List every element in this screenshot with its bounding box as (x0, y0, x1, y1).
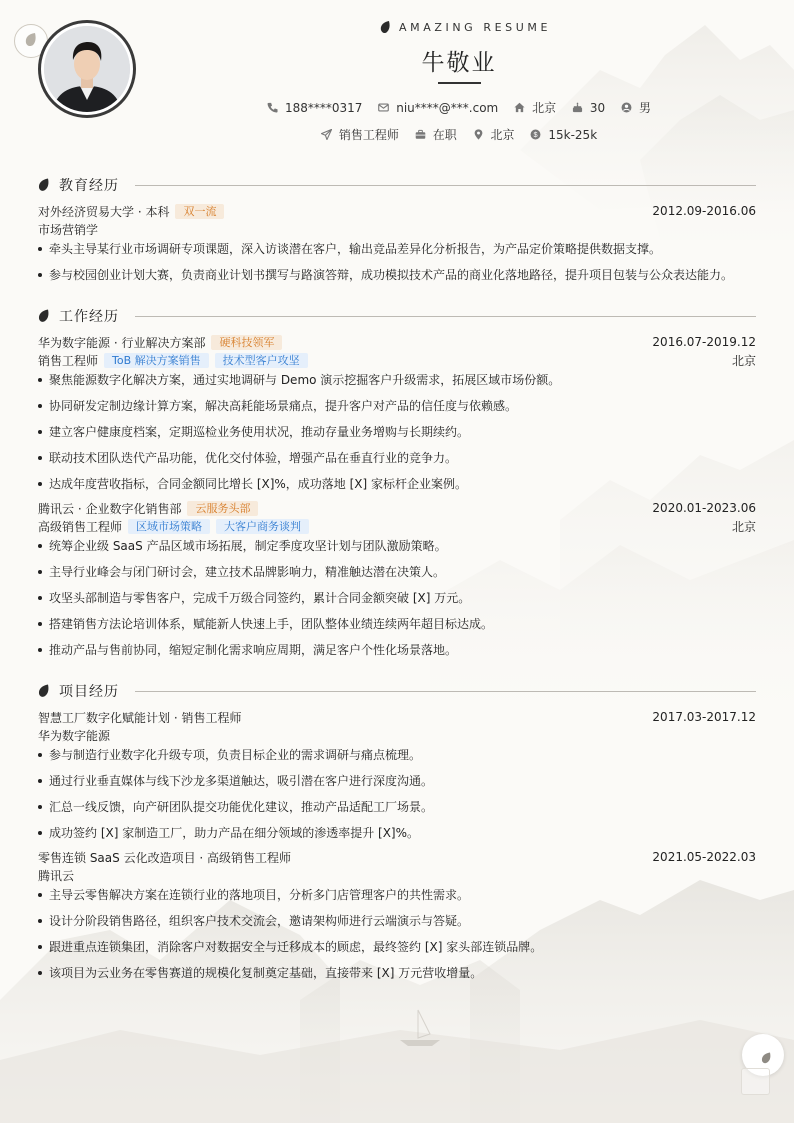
leaf-icon (38, 178, 50, 192)
briefcase-icon (415, 129, 426, 140)
salary-item (530, 128, 597, 142)
leaf-icon (380, 21, 391, 34)
section-header-work (38, 306, 756, 326)
cake-icon (572, 102, 583, 113)
target-job-text: 销售工程师 (338, 128, 399, 142)
location-pin-icon (473, 129, 484, 140)
section-header-project (38, 681, 756, 701)
list-item: 参与制造行业数字化升级专项，负责目标企业的需求调研与痛点梳理。 (38, 747, 756, 763)
list-item: 设计分阶段销售路径，组织客户技术交流会，邀请架构师进行云端演示与答疑。 (38, 913, 756, 929)
send-icon (321, 129, 332, 140)
project-title: 智慧工厂数字化赋能计划 · 销售工程师 (38, 710, 242, 725)
role-tag: 区域市场策略 (128, 519, 210, 534)
school-tag: 双一流 (175, 204, 224, 219)
work-company-line (38, 334, 756, 350)
list-item: 统筹企业级 SaaS 产品区域市场拓展，制定季度攻坚计划与团队激励策略。 (38, 538, 756, 554)
target-city-item (473, 126, 515, 143)
project-title: 零售连锁 SaaS 云化改造项目 · 高级销售工程师 (38, 850, 292, 865)
leaf-icon (761, 1052, 772, 1064)
project-org-line (38, 867, 756, 883)
project-title-line (38, 709, 756, 725)
education-major-line (38, 221, 756, 237)
leaf-icon (38, 684, 50, 698)
svg-text:$: $ (533, 130, 538, 140)
section-title: 项目经历 (59, 684, 119, 700)
name-underline (438, 82, 481, 84)
list-item: 搭建销售方法论培训体系，赋能新人快速上手，团队整体业绩连续两年超目标达成。 (38, 616, 756, 632)
age-text: 30 (589, 100, 606, 115)
major-name: 市场营销学 (38, 222, 99, 237)
project-org: 腾讯云 (38, 868, 75, 883)
list-item: 联动技术团队迭代产品功能，优化交付体验，增强产品在垂直行业的竞争力。 (38, 450, 756, 466)
money-icon (530, 129, 541, 140)
section-title: 工作经历 (59, 309, 119, 325)
list-item: 建立客户健康度档案，定期巡检业务使用状况，推动存量业务增购与长期续约。 (38, 424, 756, 440)
education-school-line (38, 203, 756, 219)
user-circle-icon (621, 102, 632, 113)
role-tag: 技术型客户攻坚 (215, 353, 308, 368)
gender-item (621, 99, 651, 116)
list-item: 达成年度营收指标，合同金额同比增长 [X]%，成功落地 [X] 家标杆企业案例。 (38, 476, 756, 492)
role-tag: ToB 解决方案销售 (104, 353, 209, 368)
work-dates: 2020.01-2023.06 (652, 501, 756, 515)
list-item: 参与校园创业计划大赛，负责商业计划书撰写与路演答辩，成功模拟技术产品的商业化落地路径，提升项目包装与公众表达能力。 (38, 267, 756, 283)
work-role-line (38, 518, 756, 534)
role-tag: 大客户商务谈判 (216, 519, 309, 534)
list-item: 主导云零售解决方案在连锁行业的落地项目，分析多门店管理客户的共性需求。 (38, 887, 756, 903)
company-tag: 云服务头部 (187, 501, 258, 516)
leaf-icon (38, 309, 50, 323)
section-title: 教育经历 (59, 178, 119, 194)
phone-text: 188****0317 (284, 100, 363, 115)
gender-text: 男 (639, 101, 652, 115)
list-item: 牵头主导某行业市场调研专项课题，深入访谈潜在客户，输出竞品差异化分析报告，为产品定价策略提供数据支撑。 (38, 241, 756, 257)
list-item: 通过行业垂直媒体与线下沙龙多渠道触达，吸引潜在客户进行深度沟通。 (38, 773, 756, 789)
school-name: 对外经济贸易大学 · 本科 (38, 204, 170, 219)
status-text: 在职 (432, 128, 457, 142)
work-city: 北京 (731, 353, 756, 368)
role-name: 高级销售工程师 (38, 519, 123, 534)
list-item: 聚焦能源数字化解决方案，通过实地调研与 Demo 演示挖掘客户升级需求，拓展区域市场份额。 (38, 372, 756, 388)
email-text: niu****@***.com (396, 100, 499, 115)
work-role-line (38, 352, 756, 368)
target-city-text: 北京 (490, 128, 515, 142)
project-org-line (38, 727, 756, 743)
company-name: 华为数字能源 · 行业解决方案部 (38, 335, 206, 350)
project-title-line (38, 849, 756, 865)
list-item: 攻坚头部制造与零售客户，完成千万级合同签约，累计合同金额突破 [X] 万元。 (38, 590, 756, 606)
company-name: 腾讯云 · 企业数字化销售部 (38, 501, 182, 516)
email-item (378, 101, 498, 115)
contact-info-row (0, 99, 794, 116)
work-company-line (38, 500, 756, 516)
project-dates: 2017.03-2017.12 (652, 710, 756, 724)
work-dates: 2016.07-2019.12 (652, 335, 756, 349)
location-item (514, 99, 556, 116)
company-tag: 硬科技领军 (211, 335, 282, 350)
section-divider (135, 691, 756, 692)
brand-text: AMAZING RESUME (399, 20, 552, 34)
section-divider (135, 185, 756, 186)
home-icon (514, 102, 525, 113)
list-item: 该项目为云业务在零售赛道的规模化复制奠定基础，直接带来 [X] 万元营收增量。 (38, 965, 756, 981)
mail-icon (378, 102, 389, 113)
section-divider (135, 316, 756, 317)
section-header-education (38, 175, 756, 195)
status-item (415, 126, 457, 143)
list-item: 跟进重点连锁集团，消除客户对数据安全与迁移成本的顾虑，最终签约 [X] 家头部连锁品牌。 (38, 939, 756, 955)
list-item: 成功签约 [X] 家制造工厂，助力产品在细分领域的渗透率提升 [X]%。 (38, 825, 756, 841)
work-city: 北京 (731, 519, 756, 534)
project-org: 华为数字能源 (38, 728, 111, 743)
phone-icon (267, 102, 278, 113)
list-item: 协同研发定制边缘计算方案，解决高耗能场景痛点，提升客户对产品的信任度与依赖感。 (38, 398, 756, 414)
role-name: 销售工程师 (38, 353, 99, 368)
education-dates: 2012.09-2016.06 (652, 204, 756, 218)
decorative-frame (741, 1068, 770, 1095)
job-intent-row (0, 126, 794, 143)
project-dates: 2021.05-2022.03 (652, 850, 756, 864)
candidate-name: 牛敬业 (421, 50, 497, 76)
phone-item (267, 101, 362, 115)
brand-title (380, 20, 551, 34)
age-item (572, 101, 605, 115)
target-job-item (321, 126, 399, 143)
list-item: 主导行业峰会与闭门研讨会，建立技术品牌影响力，精准触达潜在决策人。 (38, 564, 756, 580)
list-item: 推动产品与售前协同，缩短定制化需求响应周期，满足客户个性化场景落地。 (38, 642, 756, 658)
list-item: 汇总一线反馈，向产研团队提交功能优化建议，推动产品适配工厂场景。 (38, 799, 756, 815)
location-text: 北京 (532, 101, 557, 115)
salary-text: 15k-25k (548, 127, 598, 142)
